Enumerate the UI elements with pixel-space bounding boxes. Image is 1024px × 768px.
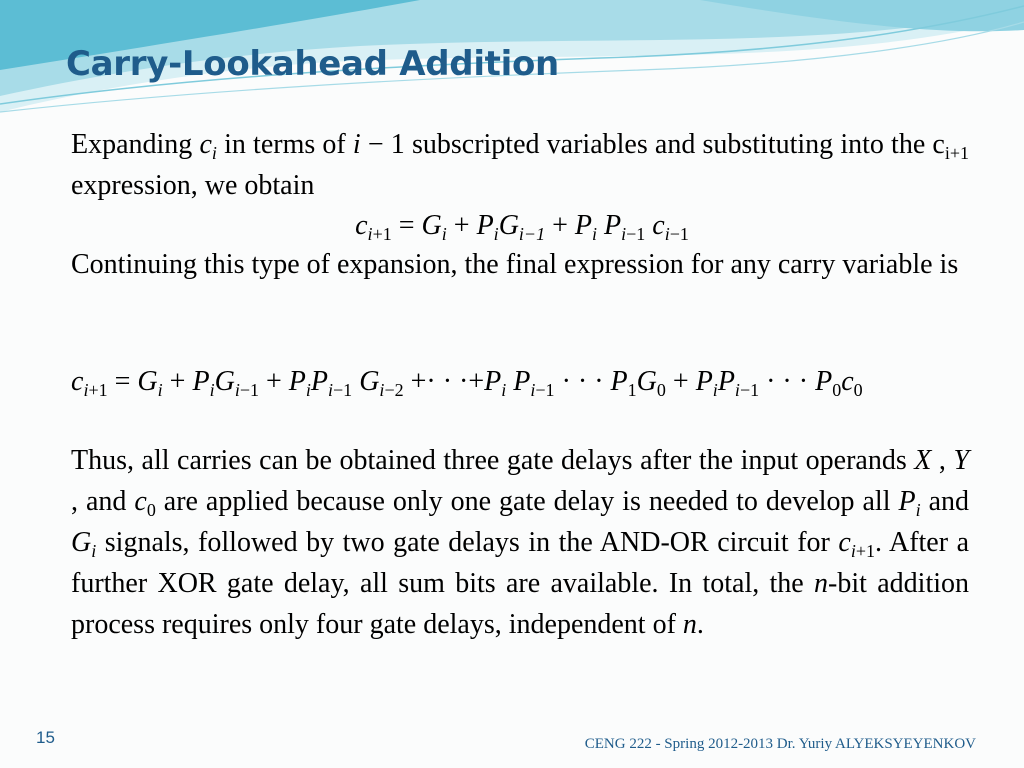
p1-ci1-sub: i+1 xyxy=(944,143,970,163)
equation-1 xyxy=(0,209,1024,243)
equation-1-render: $c_{i+1} = G_i + P_iG_{i-1} + P_i$ $P_{i-1}$ $c_{i-1}$ xyxy=(355,210,689,244)
p1-text-c: − 1 subscripted variables and substituting into the c xyxy=(360,129,945,160)
equation-2-render: $c_{i+1} = G_i + P_iG_{i-1} + P_iP_{i-1}$ $G_{i-2}$ +· · $\cdot+P_i$ $P_{i-1}$ · · · $P_1G_0 + P_iP_{i-1}$ · · · $P_0c_0$ xyxy=(71,366,863,400)
equation-2 xyxy=(71,365,863,399)
paragraph-3-render: Thus, all carries can be obtained three gate delays after the input operands X , Y , and $c_0$ are applied because only one gate delay is needed to develop all $P_i$ and $G_i$ signals, followed by two gate delays in the AND-OR circuit for $c_{i+1}$. After a further XOR gate delay, all sum bits are available. In total, the n-bit addition process requires only four gate delays, independent of n. xyxy=(71,445,970,640)
paragraph-2: Continuing this type of expansion, the final expression for any carry variable is xyxy=(71,249,959,280)
p1-ci-base: c xyxy=(199,129,212,160)
slide-title: Carry-Lookahead Addition xyxy=(66,44,559,84)
paragraph-1 xyxy=(71,124,969,206)
footer-text: CENG 222 - Spring 2012-2013 Dr. Yuriy ALYEKSYEYENKOV xyxy=(584,736,976,752)
p1-text-b: in terms of xyxy=(216,129,353,160)
page-number: 15 xyxy=(36,728,55,747)
p1-i-var: i xyxy=(352,129,361,160)
p1-ci-sub: i xyxy=(211,143,217,163)
paragraph-3 xyxy=(71,440,969,645)
p1-text-a: Expanding xyxy=(71,129,200,160)
p1-text-d: expression, we obtain xyxy=(71,170,315,201)
